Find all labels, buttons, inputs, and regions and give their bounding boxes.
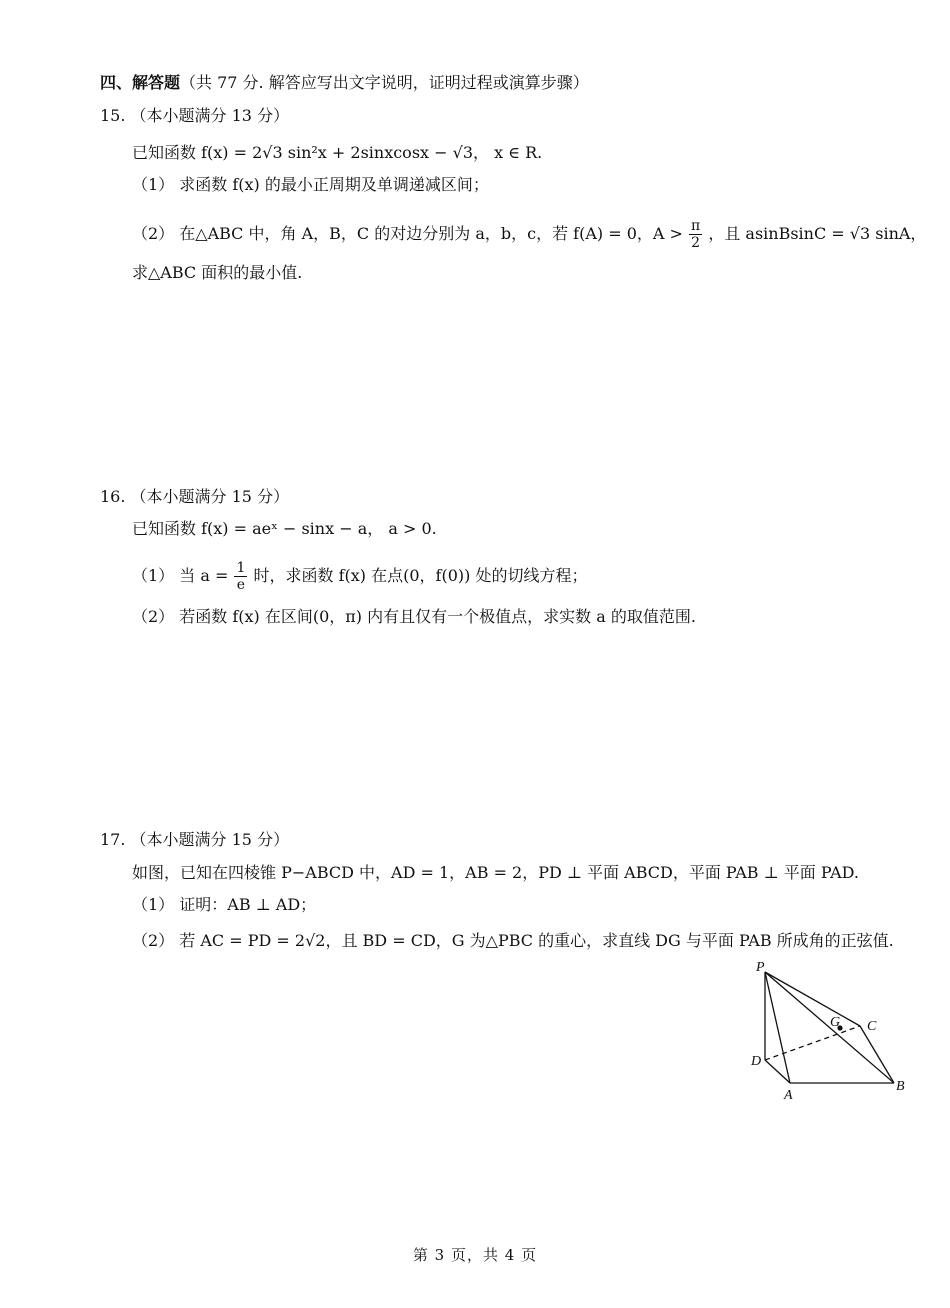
pyramid-figure [740, 956, 920, 1106]
q17-stem: 如图，已知在四棱锥 P−ABCD 中，AD = 1，AB = 2，PD ⊥ 平面 ABCD，平面 PAB ⊥ 平面 PAD. [132, 863, 860, 882]
edge-PA [765, 972, 790, 1083]
q16-part1-after: 时，求函数 f(x) 在点(0，f(0)) 处的切线方程； [253, 566, 588, 585]
page-footer: 第 3 页，共 4 页 [412, 1246, 538, 1264]
edge-BC [860, 1026, 894, 1083]
q17-part1: （1） 证明：AB ⊥ AD； [132, 895, 317, 914]
section-note: （共 77 分. 解答应写出文字说明，证明过程或演算步骤） [180, 73, 589, 92]
q15-frac-den: 2 [691, 235, 701, 251]
q15-part2 [132, 218, 926, 251]
q15-header: 15. （本小题满分 13 分） [100, 106, 290, 125]
label-G: G [830, 1015, 841, 1030]
q15-part2-after: ，且 asinBsinC = √3 sinA， [708, 224, 927, 243]
q17-header: 17. （本小题满分 15 分） [100, 830, 290, 849]
q15-frac-num: π [691, 218, 701, 234]
q17-part2: （2） 若 AC = PD = 2√2，且 BD = CD，G 为△PBC 的重心，求直线 DG 与平面 PAB 所成角的正弦值. [132, 931, 894, 950]
q15-fraction [689, 218, 702, 251]
label-D: D [751, 1054, 762, 1069]
q16-part2: （2） 若函数 f(x) 在区间(0，π) 内有且仅有一个极值点，求实数 a 的取值范围. [132, 607, 696, 626]
q16-frac-den: e [236, 577, 246, 593]
q16-part1 [132, 560, 587, 593]
label-A: A [784, 1088, 793, 1103]
edge-DC-hidden [765, 1026, 860, 1060]
q15-part1: （1） 求函数 f(x) 的最小正周期及单调递减区间； [132, 175, 489, 194]
label-C: C [867, 1019, 877, 1034]
label-B: B [896, 1079, 905, 1094]
q16-fraction [234, 560, 247, 593]
q15-stem: 已知函数 f(x) = 2√3 sin²x + 2sinxcosx − √3， x ∈ R. [132, 143, 543, 162]
q16-part1-before: （1） 当 a = [132, 566, 229, 585]
q15-part2-before: （2） 在△ABC 中，角 A，B，C 的对边分别为 a，b，c，若 f(A) = 0，A > [132, 224, 683, 243]
section-header [100, 72, 589, 94]
q16-frac-num: 1 [236, 560, 246, 576]
label-P: P [756, 960, 765, 975]
q16-header: 16. （本小题满分 15 分） [100, 487, 290, 506]
q16-stem: 已知函数 f(x) = aeˣ − sinx − a， a > 0. [132, 519, 437, 538]
section-title: 四、解答题 [100, 73, 181, 92]
q15-part2-cont: 求△ABC 面积的最小值. [132, 263, 303, 282]
edge-PC [765, 972, 860, 1026]
